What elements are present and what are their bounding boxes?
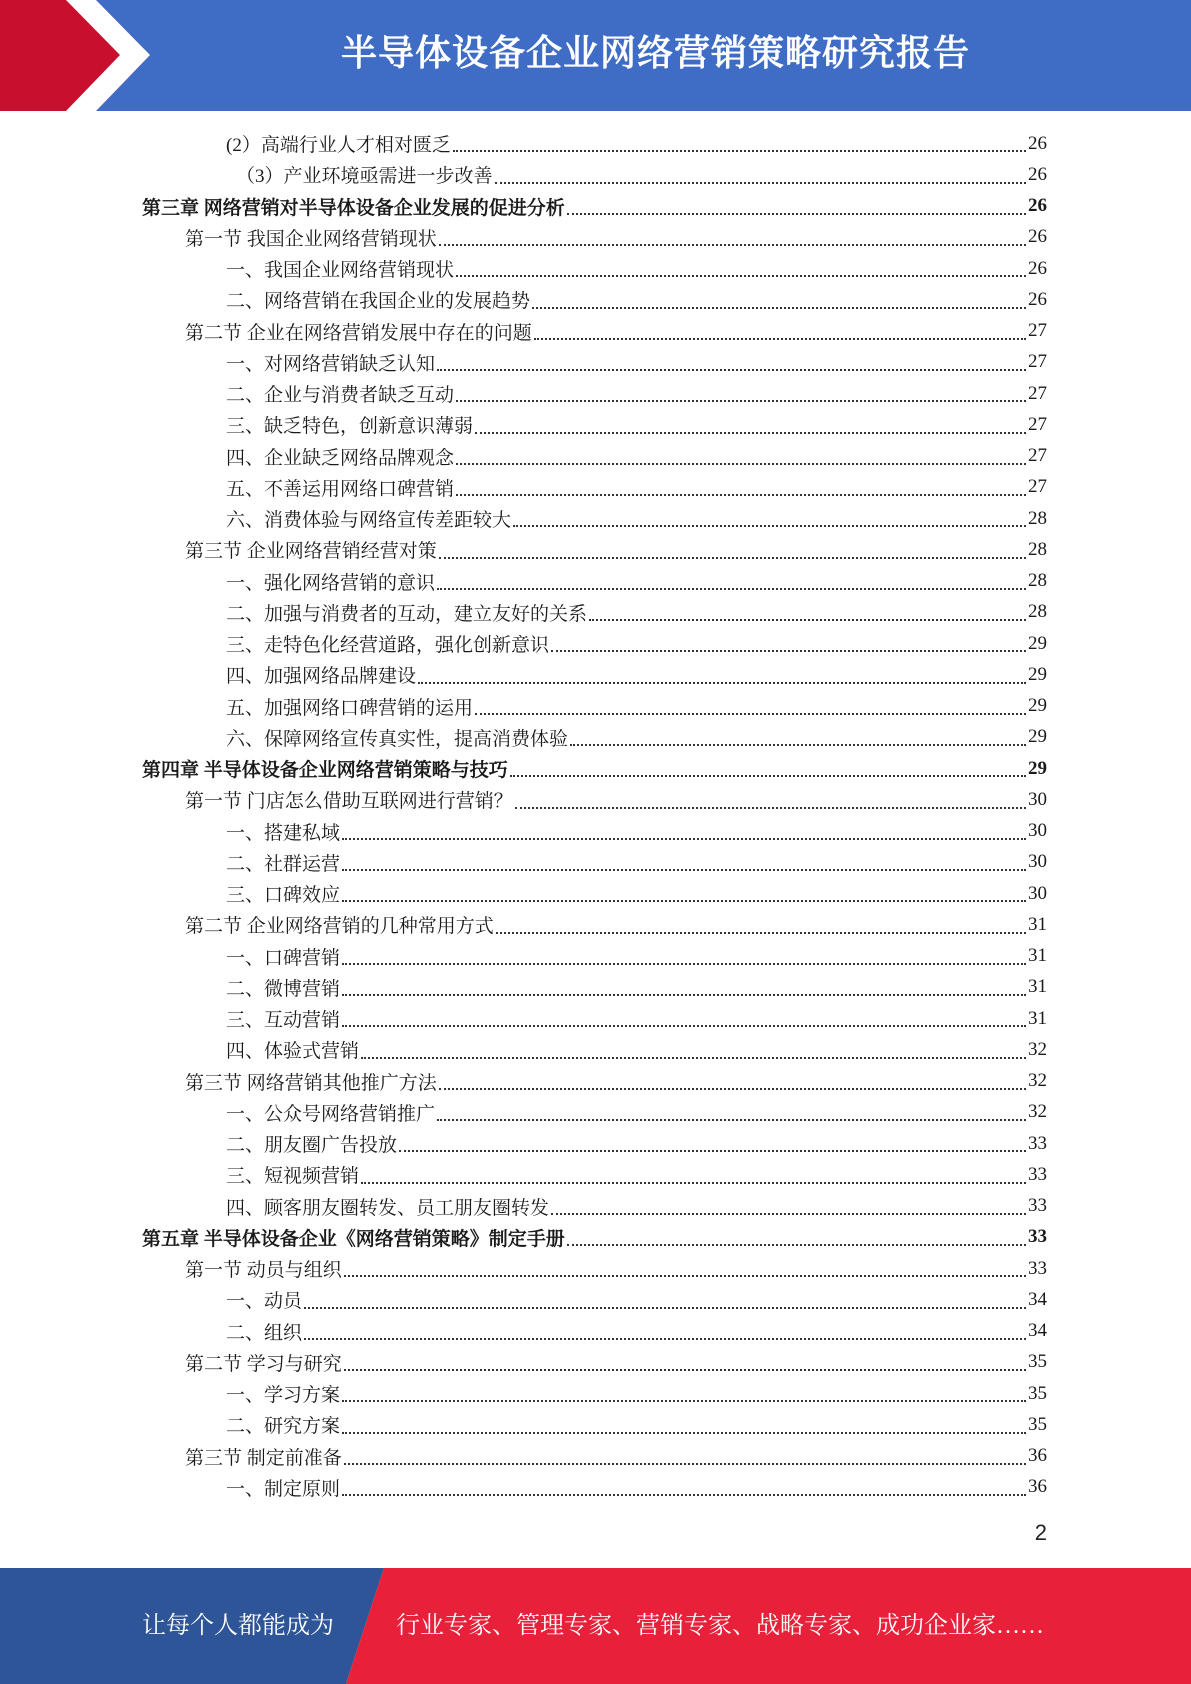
toc-dot-leader	[513, 517, 1026, 527]
toc-entry[interactable]	[0, 253, 1191, 284]
toc-dot-leader	[344, 1361, 1026, 1371]
toc-entry-title: 第五章 半导体设备企业《网络营销策略》制定手册	[142, 1228, 565, 1250]
toc-dot-leader	[418, 674, 1026, 684]
toc-entry-page: 33	[1028, 1195, 1047, 1217]
toc-dot-leader	[342, 955, 1026, 965]
toc-entry-title: （3）产业环境亟需进一步改善	[236, 166, 493, 188]
toc-entry-page: 26	[1028, 226, 1047, 248]
toc-entry-title: 三、走特色化经营道路，强化创新意识	[226, 635, 550, 657]
toc-entry[interactable]	[0, 722, 1191, 753]
toc-entry[interactable]	[0, 503, 1191, 534]
toc-entry[interactable]	[0, 972, 1191, 1003]
toc-entry-title: 二、网络营销在我国企业的发展趋势	[226, 291, 531, 313]
toc-entry[interactable]	[0, 628, 1191, 659]
toc-entry-page: 30	[1028, 788, 1047, 810]
toc-entry-title: 二、加强与消费者的互动，建立友好的关系	[226, 603, 588, 625]
toc-dot-leader	[570, 736, 1026, 746]
toc-entry-page: 35	[1028, 1382, 1047, 1404]
toc-entry-page: 28	[1028, 601, 1047, 623]
toc-entry[interactable]	[0, 1191, 1191, 1222]
toc-entry[interactable]	[0, 1441, 1191, 1472]
toc-entry-page: 31	[1028, 913, 1047, 935]
page-number: 2	[1034, 1520, 1047, 1545]
toc-entry-title: 四、企业缺乏网络品牌观念	[226, 447, 455, 469]
toc-entry-title: 三、互动营销	[226, 1010, 341, 1032]
toc-entry[interactable]	[0, 566, 1191, 597]
toc-entry[interactable]	[0, 1409, 1191, 1440]
toc-entry-title: 一、公众号网络营销推广	[226, 1103, 436, 1125]
toc-entry-page: 26	[1028, 195, 1047, 217]
toc-entry-title: 一、强化网络营销的意识	[226, 572, 436, 594]
toc-entry[interactable]	[0, 1003, 1191, 1034]
toc-entry-title: 一、制定原则	[226, 1478, 341, 1500]
toc-dot-leader	[342, 830, 1026, 840]
toc-dot-leader	[399, 1142, 1026, 1152]
toc-dot-leader	[437, 580, 1026, 590]
toc-entry[interactable]	[0, 1128, 1191, 1159]
toc-entry[interactable]	[0, 1222, 1191, 1253]
toc-dot-leader	[534, 330, 1026, 340]
toc-entry-page: 26	[1028, 132, 1047, 154]
toc-entry[interactable]	[0, 1034, 1191, 1065]
toc-entry-page: 31	[1028, 976, 1047, 998]
footer-slogan-right: 行业专家、管理专家、营销专家、战略专家、成功企业家……	[396, 1613, 1044, 1639]
toc-entry-title: 第一节 我国企业网络营销现状	[185, 228, 437, 250]
toc-entry-title: 二、研究方案	[226, 1416, 341, 1438]
toc-dot-leader	[551, 1205, 1026, 1215]
toc-entry-page: 30	[1028, 851, 1047, 873]
toc-entry-page: 32	[1028, 1038, 1047, 1060]
toc-entry-title: 第四章 半导体设备企业网络营销策略与技巧	[142, 760, 508, 782]
toc-dot-leader	[304, 1330, 1026, 1340]
toc-entry-page: 27	[1028, 351, 1047, 373]
toc-entry-title: 第二节 学习与研究	[185, 1353, 342, 1375]
toc-dot-leader	[532, 299, 1026, 309]
toc-entry-page: 32	[1028, 1070, 1047, 1092]
toc-entry-title: 第三节 网络营销其他推广方法	[185, 1072, 437, 1094]
toc-entry[interactable]	[0, 1284, 1191, 1315]
toc-entry-page: 31	[1028, 945, 1047, 967]
toc-entry-page: 34	[1028, 1288, 1047, 1310]
toc-dot-leader	[456, 392, 1026, 402]
toc-entry-title: 六、保障网络宣传真实性，提高消费体验	[226, 728, 569, 750]
toc-entry[interactable]	[0, 1378, 1191, 1409]
toc-dot-leader	[475, 705, 1026, 715]
toc-entry[interactable]	[0, 284, 1191, 315]
toc-dot-leader	[342, 1424, 1026, 1434]
toc-dot-leader	[342, 986, 1026, 996]
toc-dot-leader	[567, 1236, 1026, 1246]
toc-entry[interactable]	[0, 159, 1191, 190]
toc-dot-leader	[342, 1486, 1026, 1496]
toc-entry[interactable]	[0, 597, 1191, 628]
toc-entry-page: 30	[1028, 820, 1047, 842]
toc-dot-leader	[361, 1174, 1026, 1184]
toc-dot-leader	[456, 486, 1026, 496]
table-of-contents	[0, 128, 1191, 1503]
toc-entry-title: 第一节 门店怎么借助互联网进行营销？	[185, 791, 513, 813]
toc-entry-title: 一、动员	[226, 1291, 303, 1313]
toc-entry-title: 四、体验式营销	[226, 1041, 360, 1063]
toc-entry-page: 36	[1028, 1445, 1047, 1467]
toc-entry[interactable]	[0, 1159, 1191, 1190]
toc-entry-title: 第一节 动员与组织	[185, 1260, 342, 1282]
toc-entry[interactable]	[0, 691, 1191, 722]
toc-dot-leader	[515, 799, 1026, 809]
toc-entry-page: 33	[1028, 1132, 1047, 1154]
toc-entry-page: 27	[1028, 445, 1047, 467]
toc-entry[interactable]	[0, 128, 1191, 159]
toc-entry-title: 二、微博营销	[226, 978, 341, 1000]
toc-entry[interactable]	[0, 534, 1191, 565]
toc-dot-leader	[567, 205, 1026, 215]
toc-dot-leader	[510, 767, 1026, 777]
toc-dot-leader	[304, 1299, 1026, 1309]
toc-entry-title: 第二节 企业网络营销的几种常用方式	[185, 916, 494, 938]
toc-entry-page: 26	[1028, 257, 1047, 279]
toc-entry[interactable]	[0, 847, 1191, 878]
toc-entry-page: 29	[1028, 632, 1047, 654]
toc-dot-leader	[344, 1267, 1026, 1277]
toc-entry[interactable]	[0, 441, 1191, 472]
toc-dot-leader	[475, 424, 1026, 434]
toc-entry-page: 33	[1028, 1163, 1047, 1185]
footer-slogan-left: 让每个人都能成为	[142, 1613, 334, 1639]
toc-entry-title: 一、搭建私域	[226, 822, 341, 844]
toc-entry[interactable]	[0, 784, 1191, 815]
toc-entry[interactable]	[0, 1472, 1191, 1503]
toc-entry[interactable]	[0, 1253, 1191, 1284]
toc-dot-leader	[437, 1111, 1026, 1121]
toc-entry-page: 29	[1028, 695, 1047, 717]
toc-dot-leader	[439, 236, 1026, 246]
toc-entry-page: 29	[1028, 726, 1047, 748]
toc-dot-leader	[453, 142, 1026, 152]
toc-entry-page: 29	[1028, 663, 1047, 685]
toc-entry-title: 三、短视频营销	[226, 1166, 360, 1188]
toc-entry-page: 26	[1028, 163, 1047, 185]
toc-entry-page: 27	[1028, 382, 1047, 404]
toc-entry[interactable]	[0, 816, 1191, 847]
toc-entry-title: 四、加强网络品牌建设	[226, 666, 417, 688]
toc-entry-title: (2）高端行业人才相对匮乏	[226, 135, 451, 157]
toc-entry[interactable]	[0, 1347, 1191, 1378]
toc-entry-page: 27	[1028, 413, 1047, 435]
toc-entry-page: 30	[1028, 882, 1047, 904]
toc-entry[interactable]	[0, 878, 1191, 909]
toc-entry-page: 33	[1028, 1257, 1047, 1279]
toc-dot-leader	[495, 174, 1026, 184]
toc-entry-page: 35	[1028, 1413, 1047, 1435]
toc-entry-page: 33	[1028, 1226, 1047, 1248]
toc-entry[interactable]	[0, 909, 1191, 940]
toc-entry-title: 二、企业与消费者缺乏互动	[226, 385, 455, 407]
page-header	[0, 0, 1191, 111]
toc-entry-title: 三、缺乏特色，创新意识薄弱	[226, 416, 474, 438]
toc-entry-page: 32	[1028, 1101, 1047, 1123]
toc-entry-title: 五、不善运用网络口碑营销	[226, 478, 455, 500]
toc-entry-title: 四、顾客朋友圈转发、员工朋友圈转发	[226, 1197, 550, 1219]
toc-dot-leader	[344, 1455, 1026, 1465]
toc-entry-title: 第三章 网络营销对半导体设备企业发展的促进分析	[142, 197, 565, 219]
toc-entry-title: 第二节 企业在网络营销发展中存在的问题	[185, 322, 532, 344]
toc-dot-leader	[361, 1049, 1026, 1059]
toc-dot-leader	[551, 642, 1026, 652]
report-title: 半导体设备企业网络营销策略研究报告	[340, 33, 970, 74]
toc-entry-title: 六、消费体验与网络宣传差距较大	[226, 510, 512, 532]
toc-entry[interactable]	[0, 222, 1191, 253]
toc-dot-leader	[589, 611, 1026, 621]
toc-entry-title: 三、口碑效应	[226, 885, 341, 907]
toc-entry-title: 第三节 制定前准备	[185, 1447, 342, 1469]
toc-entry-title: 一、对网络营销缺乏认知	[226, 353, 436, 375]
toc-entry-page: 28	[1028, 538, 1047, 560]
toc-entry-title: 一、口碑营销	[226, 947, 341, 969]
toc-entry-page: 34	[1028, 1320, 1047, 1342]
toc-entry[interactable]	[0, 378, 1191, 409]
toc-entry[interactable]	[0, 191, 1191, 222]
toc-entry-page: 27	[1028, 476, 1047, 498]
toc-dot-leader	[439, 549, 1026, 559]
toc-dot-leader	[439, 1080, 1026, 1090]
toc-entry-page: 31	[1028, 1007, 1047, 1029]
toc-dot-leader	[437, 361, 1026, 371]
toc-entry-page: 35	[1028, 1351, 1047, 1373]
toc-entry-page: 28	[1028, 570, 1047, 592]
toc-dot-leader	[496, 924, 1026, 934]
toc-entry[interactable]	[0, 941, 1191, 972]
page-footer	[0, 1568, 1191, 1684]
toc-entry[interactable]	[0, 1066, 1191, 1097]
toc-entry[interactable]	[0, 472, 1191, 503]
toc-entry[interactable]	[0, 316, 1191, 347]
toc-dot-leader	[342, 1017, 1026, 1027]
toc-entry-title: 二、社群运营	[226, 853, 341, 875]
toc-entry-title: 第三节 企业网络营销经营对策	[185, 541, 437, 563]
toc-dot-leader	[342, 892, 1026, 902]
toc-entry[interactable]	[0, 659, 1191, 690]
toc-entry-title: 二、组织	[226, 1322, 303, 1344]
toc-entry[interactable]	[0, 347, 1191, 378]
toc-dot-leader	[456, 267, 1026, 277]
toc-entry[interactable]	[0, 753, 1191, 784]
toc-entry-page: 36	[1028, 1476, 1047, 1498]
toc-dot-leader	[342, 1392, 1026, 1402]
toc-entry-title: 五、加强网络口碑营销的运用	[226, 697, 474, 719]
toc-entry-page: 26	[1028, 288, 1047, 310]
toc-entry[interactable]	[0, 1316, 1191, 1347]
toc-entry-title: 二、朋友圈广告投放	[226, 1135, 398, 1157]
toc-entry[interactable]	[0, 1097, 1191, 1128]
toc-entry-page: 29	[1028, 757, 1047, 779]
toc-dot-leader	[342, 861, 1026, 871]
toc-entry[interactable]	[0, 409, 1191, 440]
toc-entry-page: 27	[1028, 320, 1047, 342]
toc-dot-leader	[456, 455, 1026, 465]
toc-entry-title: 一、学习方案	[226, 1385, 341, 1407]
toc-entry-page: 28	[1028, 507, 1047, 529]
toc-entry-title: 一、我国企业网络营销现状	[226, 260, 455, 282]
